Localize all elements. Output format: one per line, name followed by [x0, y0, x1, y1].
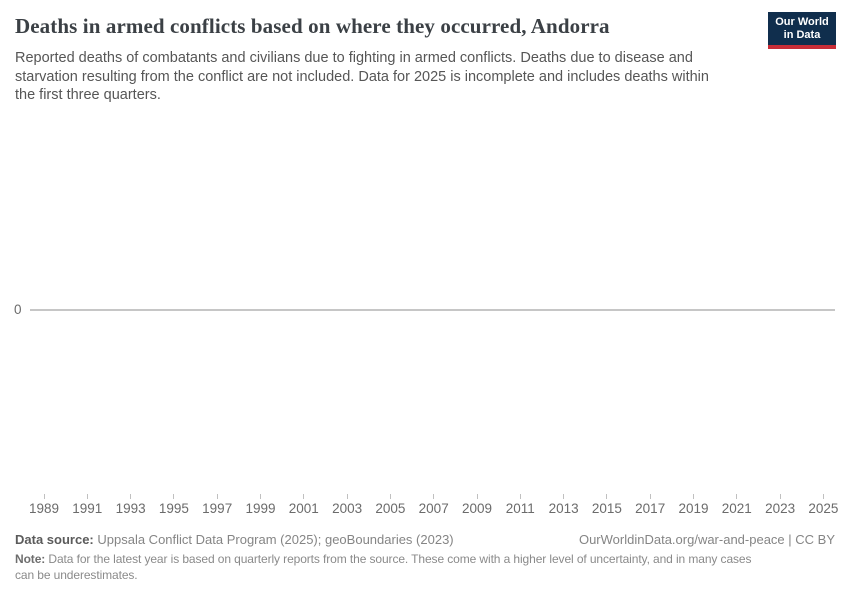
subtitle-line: Reported deaths of combatants and civilians due to fighting in armed conflicts. Deaths due to disease and	[15, 50, 693, 66]
subtitle-line: starvation resulting from the conflict are not included. Data for 2025 is incomplete and includes deaths within	[15, 68, 709, 85]
subtitle-line: the first three quarters.	[15, 87, 161, 103]
x-axis-tick	[347, 494, 348, 499]
x-axis-year-label: 1991	[72, 501, 103, 516]
data-source-value: Uppsala Conflict Data Program (2025); geoBoundaries (2023)	[97, 532, 454, 547]
owid-logo-line1: Our World	[775, 15, 829, 28]
note-label: Note:	[15, 552, 46, 566]
x-axis-year-label: 2011	[505, 501, 535, 516]
x-axis-tick	[303, 494, 304, 499]
x-axis-tick	[130, 494, 131, 499]
x-axis-year-label: 2003	[332, 501, 363, 516]
x-axis-year-label: 2023	[765, 501, 796, 516]
x-axis-tick	[477, 494, 478, 499]
x-axis-year-label: 2009	[461, 501, 493, 516]
x-axis-tick	[433, 494, 434, 499]
x-axis-tick	[606, 494, 607, 499]
x-axis-year-label: 2015	[591, 501, 622, 516]
x-axis-year-label: 2021	[721, 501, 752, 516]
x-axis-year-label: 1999	[245, 501, 276, 516]
data-source-text	[15, 532, 454, 547]
x-axis-tick	[563, 494, 564, 499]
y-axis-zero-label: 0	[14, 302, 22, 317]
x-axis-tick	[736, 494, 737, 499]
x-axis-year-label: 2007	[418, 501, 449, 516]
x-axis-tick	[44, 494, 45, 499]
x-axis-tick	[390, 494, 391, 499]
zero-gridline	[30, 309, 835, 311]
footer-sources-row	[15, 532, 835, 547]
x-axis-year-label: 2017	[635, 501, 666, 516]
x-axis-tick	[173, 494, 174, 499]
x-axis-tick	[693, 494, 694, 499]
x-axis-tick	[217, 494, 218, 499]
x-axis-tick	[650, 494, 651, 499]
x-axis-year-label: 1993	[115, 501, 146, 516]
data-source-label: Data source:	[15, 532, 94, 547]
owid-logo-line2: in Data	[783, 28, 821, 41]
x-axis-tick	[823, 494, 824, 499]
x-axis-tick	[780, 494, 781, 499]
note-line1: Data for the latest year is based on quarterly reports from the source. These come with a higher level of uncertainty, and in many cases	[48, 552, 752, 566]
owid-url-link[interactable]: OurWorldinData.org/war-and-peace | CC BY	[578, 532, 835, 547]
page-title: Deaths in armed conflicts based on where they occurred, Andorra	[15, 14, 610, 38]
x-axis-year-label: 1989	[28, 501, 60, 516]
footer-note	[15, 552, 845, 583]
x-axis-tick	[87, 494, 88, 499]
x-axis-year-label: 2019	[678, 501, 709, 516]
x-axis-year-label: 2025	[808, 501, 839, 516]
x-axis-year-label: 2001	[288, 501, 319, 516]
x-axis-tick	[260, 494, 261, 499]
x-axis-year-label: 2013	[548, 501, 579, 516]
x-axis-year-label: 1997	[202, 501, 233, 516]
x-axis-tick	[520, 494, 521, 499]
x-axis-year-label: 2005	[375, 501, 406, 516]
note-line2: can be underestimates.	[15, 567, 138, 582]
x-axis-year-label: 1995	[158, 501, 189, 516]
